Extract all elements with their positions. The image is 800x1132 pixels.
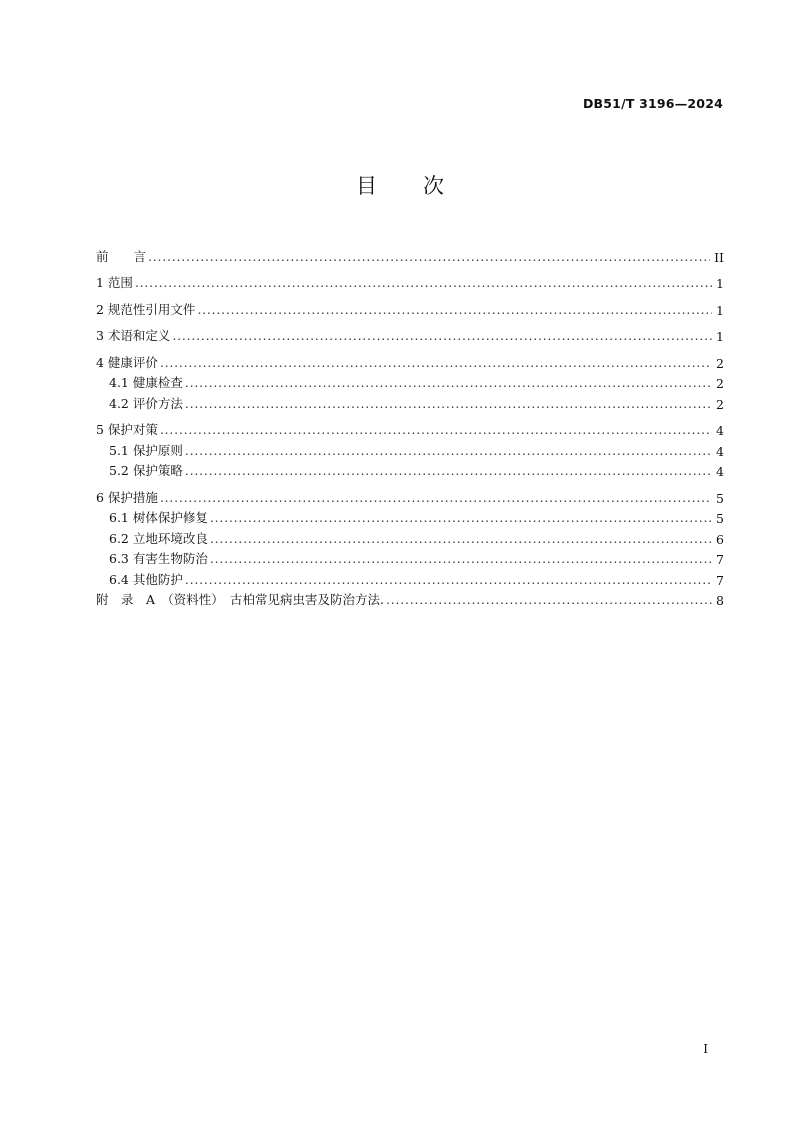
toc-entry-6-2[interactable] — [96, 526, 724, 547]
toc-entry-5-1[interactable] — [96, 438, 724, 459]
toc-page: 4 — [716, 464, 724, 479]
toc-page: 6 — [716, 531, 724, 547]
toc-entry-preface[interactable] — [96, 244, 724, 265]
toc-entry-4-1[interactable] — [96, 371, 724, 392]
toc-leader — [160, 355, 712, 370]
toc-page: 5 — [716, 511, 724, 526]
toc-leader — [185, 396, 712, 411]
toc-entry-6-4[interactable] — [96, 567, 724, 588]
toc-leader — [160, 490, 712, 505]
toc-label: 6.3 有害生物防治 — [109, 551, 208, 566]
toc-leader — [197, 302, 712, 317]
toc-page: 4 — [716, 443, 724, 459]
toc-label: 1 范围 — [96, 275, 133, 290]
toc-page: 2 — [716, 376, 724, 391]
toc-leader — [148, 249, 710, 264]
toc-label: 6 保护措施 — [96, 489, 158, 505]
toc-page: 1 — [716, 302, 724, 318]
toc-leader — [185, 463, 712, 478]
toc-entry-6-1[interactable] — [96, 506, 724, 527]
toc-label: 5.2 保护策略 — [109, 463, 183, 478]
toc-page: 7 — [716, 552, 724, 567]
toc-entry-appendix-a[interactable] — [96, 588, 724, 609]
toc-leader — [185, 443, 712, 458]
toc-entry-4-2[interactable] — [96, 391, 724, 412]
toc-label: 6.4 其他防护 — [109, 571, 183, 587]
toc-page: 1 — [716, 276, 724, 291]
toc-leader — [210, 531, 712, 546]
toc-page: 8 — [716, 593, 724, 608]
page-title — [0, 170, 800, 200]
toc-page: 7 — [716, 572, 724, 588]
toc-label: 4 健康评价 — [96, 354, 158, 370]
toc-label: 6.1 树体保护修复 — [109, 510, 208, 525]
toc-page: II — [714, 249, 724, 265]
toc-entry-3[interactable] — [96, 324, 724, 345]
toc-page: 5 — [716, 490, 724, 506]
toc-label: 6.2 立地环境改良 — [109, 530, 208, 546]
page-number: I — [703, 1042, 708, 1056]
toc-label: 5 保护对策 — [96, 422, 158, 437]
toc-leader — [386, 592, 712, 607]
toc-entry-2[interactable] — [96, 297, 724, 318]
toc-entry-1[interactable] — [96, 271, 724, 292]
title-char-2: 次 — [423, 174, 444, 198]
toc-leader — [185, 375, 712, 390]
toc-entry-6[interactable] — [96, 485, 724, 506]
toc-label: 2 规范性引用文件 — [96, 301, 196, 317]
toc-page: 2 — [716, 355, 724, 371]
toc-page: 4 — [716, 423, 724, 438]
toc-label: 4.2 评价方法 — [109, 395, 183, 411]
toc-entry-5[interactable] — [96, 418, 724, 439]
toc-page: 2 — [716, 396, 724, 412]
toc-leader — [172, 328, 712, 343]
toc-leader — [210, 510, 712, 525]
title-char-1: 目 — [356, 174, 377, 198]
toc-page: 1 — [716, 329, 724, 344]
document-code: DB51/T 3196—2024 — [582, 96, 723, 111]
toc-label: 4.1 健康检查 — [109, 375, 183, 390]
toc-label: 3 术语和定义 — [96, 328, 171, 343]
toc-label: 5.1 保护原则 — [109, 442, 183, 458]
toc-leader — [160, 422, 712, 437]
toc-entry-4[interactable] — [96, 350, 724, 371]
toc-label: 前 言 — [96, 248, 147, 264]
toc-leader — [185, 572, 712, 587]
table-of-contents — [96, 244, 724, 608]
toc-leader — [135, 275, 712, 290]
toc-label: 附 录 A （资料性） 古柏常见病虫害及防治方法. — [96, 592, 385, 607]
toc-entry-5-2[interactable] — [96, 459, 724, 480]
toc-leader — [210, 551, 712, 566]
toc-entry-6-3[interactable] — [96, 547, 724, 568]
